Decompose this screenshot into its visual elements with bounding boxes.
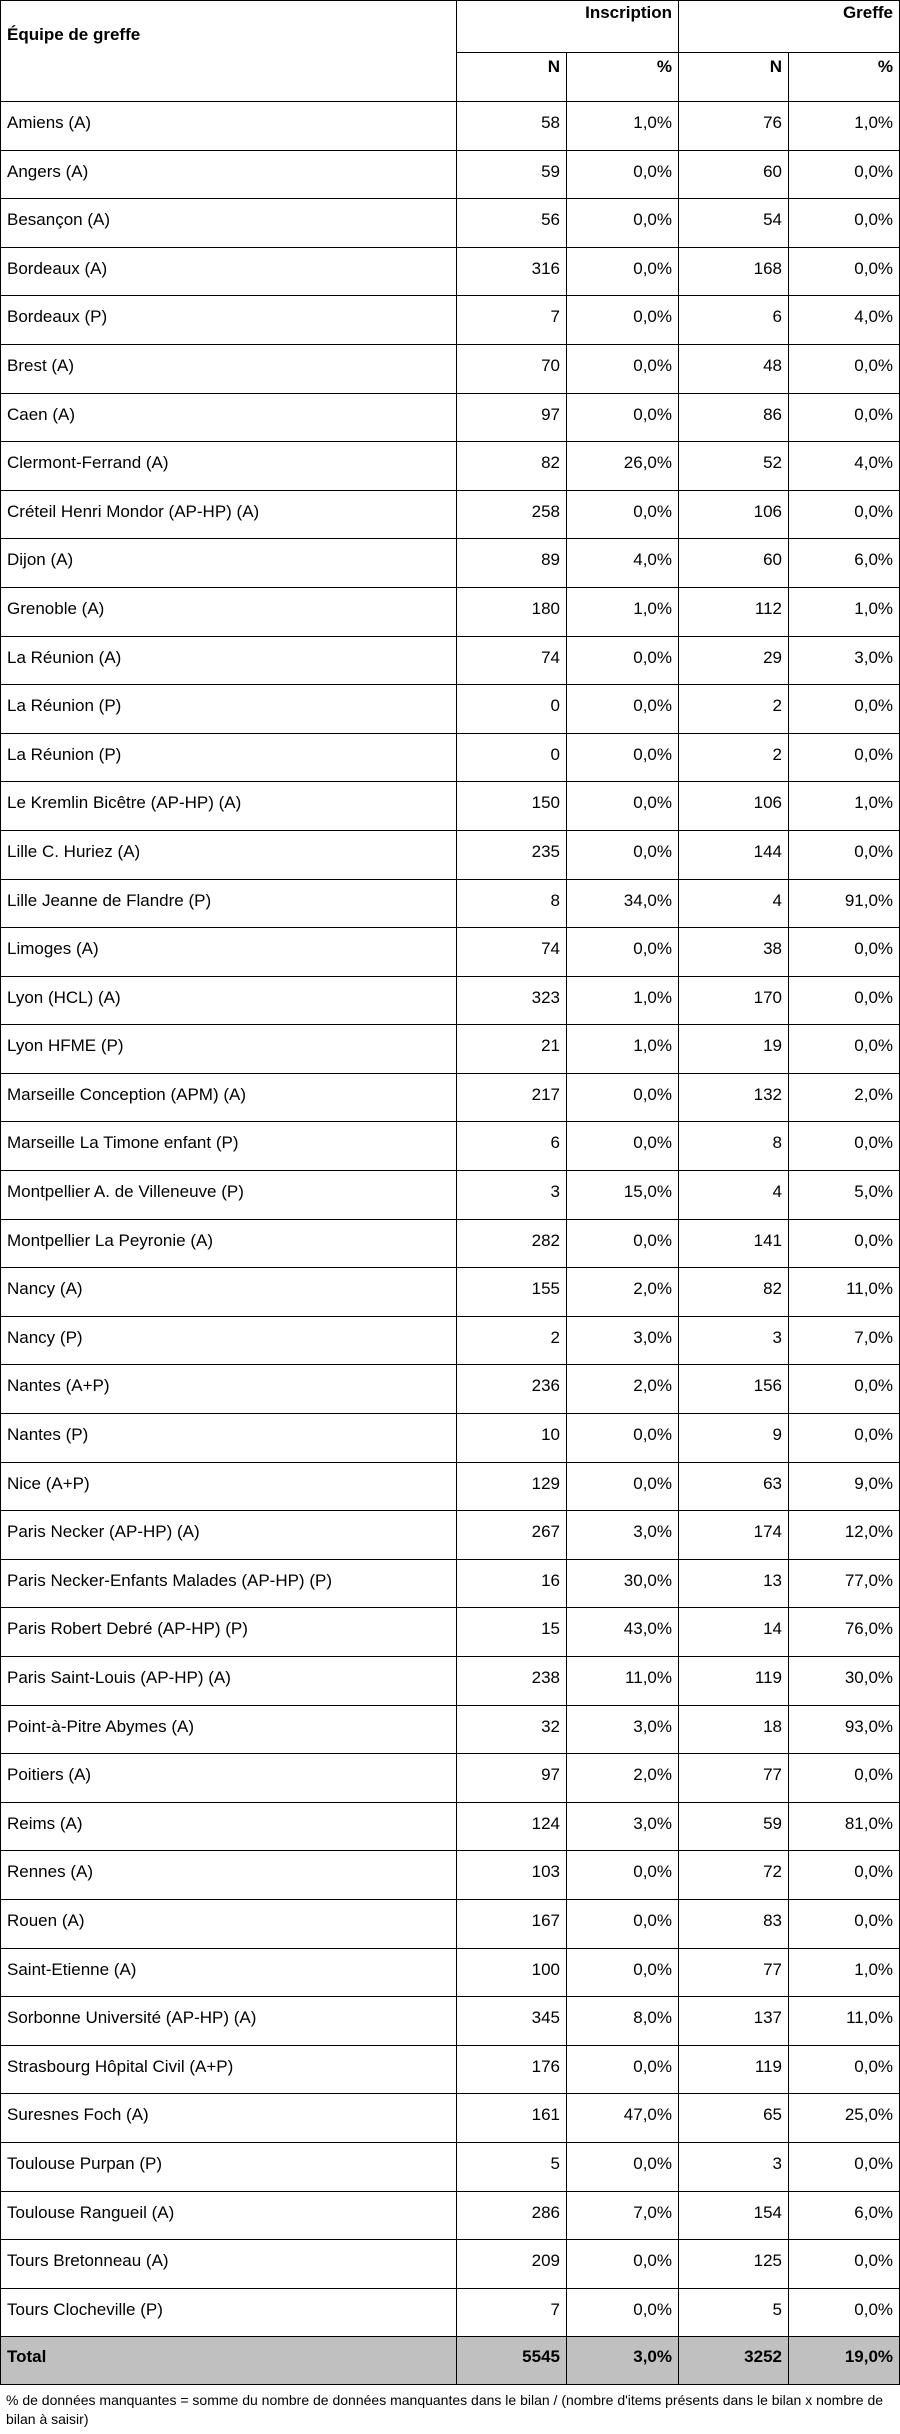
inscription-n: 345 [457,1997,567,2046]
inscription-n: 155 [457,1268,567,1317]
inscription-pct: 0,0% [567,2142,679,2191]
inscription-n: 258 [457,490,567,539]
table-row [1,1122,900,1171]
table-row [1,2142,900,2191]
greffe-n: 154 [679,2191,789,2240]
greffe-pct: 25,0% [789,2094,900,2143]
header-greffe-pct: % [789,53,900,102]
table-row [1,976,900,1025]
greffe-pct: 0,0% [789,1365,900,1414]
inscription-pct: 0,0% [567,1851,679,1900]
inscription-n: 323 [457,976,567,1025]
table-row [1,587,900,636]
team-name: Amiens (A) [1,102,457,151]
team-name: Marseille La Timone enfant (P) [1,1122,457,1171]
inscription-n: 217 [457,1073,567,1122]
greffe-n: 3 [679,2142,789,2191]
greffe-n: 2 [679,733,789,782]
team-name: Lille C. Huriez (A) [1,830,457,879]
inscription-pct: 7,0% [567,2191,679,2240]
table-row [1,1754,900,1803]
inscription-pct: 0,0% [567,1948,679,1997]
table-row [1,733,900,782]
inscription-pct: 0,0% [567,1462,679,1511]
table-row [1,296,900,345]
table-row [1,199,900,248]
inscription-n: 15 [457,1608,567,1657]
inscription-n: 0 [457,733,567,782]
greffe-pct: 0,0% [789,1219,900,1268]
inscription-n: 238 [457,1657,567,1706]
greffe-pct: 0,0% [789,830,900,879]
table-row [1,879,900,928]
greffe-n: 82 [679,1268,789,1317]
greffe-n: 168 [679,247,789,296]
team-name: Tours Clocheville (P) [1,2288,457,2337]
table-row [1,1511,900,1560]
greffe-pct: 91,0% [789,879,900,928]
table-row [1,490,900,539]
total-row [1,2337,900,2385]
greffe-n: 59 [679,1802,789,1851]
greffe-n: 112 [679,587,789,636]
inscription-n: 176 [457,2045,567,2094]
greffe-n: 63 [679,1462,789,1511]
greffe-pct: 0,0% [789,1122,900,1171]
greffe-n: 106 [679,490,789,539]
inscription-pct: 0,0% [567,199,679,248]
table-row [1,393,900,442]
team-name: Rouen (A) [1,1899,457,1948]
greffe-pct: 3,0% [789,636,900,685]
table-row [1,1802,900,1851]
table-row [1,636,900,685]
greffe-n: 14 [679,1608,789,1657]
team-name: Besançon (A) [1,199,457,248]
greffe-pct: 4,0% [789,442,900,491]
greffe-n: 8 [679,1122,789,1171]
inscription-n: 5 [457,2142,567,2191]
greffe-pct: 0,0% [789,1414,900,1463]
greffe-pct: 11,0% [789,1997,900,2046]
inscription-pct: 2,0% [567,1365,679,1414]
header-greffe: Greffe [679,1,900,53]
inscription-pct: 43,0% [567,1608,679,1657]
inscription-pct: 0,0% [567,2240,679,2289]
table-row [1,1073,900,1122]
greffe-pct: 0,0% [789,344,900,393]
greffe-n: 119 [679,2045,789,2094]
inscription-pct: 2,0% [567,1268,679,1317]
team-name: Tours Bretonneau (A) [1,2240,457,2289]
team-name: Suresnes Foch (A) [1,2094,457,2143]
team-name: Montpellier La Peyronie (A) [1,1219,457,1268]
inscription-n: 32 [457,1705,567,1754]
table-row [1,2094,900,2143]
team-name: Saint-Etienne (A) [1,1948,457,1997]
greffe-n: 144 [679,830,789,879]
greffe-n: 52 [679,442,789,491]
greffe-n: 3 [679,1316,789,1365]
inscription-n: 0 [457,685,567,734]
greffe-n: 83 [679,1899,789,1948]
inscription-n: 2 [457,1316,567,1365]
greffe-n: 137 [679,1997,789,2046]
greffe-pct: 12,0% [789,1511,900,1560]
greffe-pct: 93,0% [789,1705,900,1754]
table-row [1,1657,900,1706]
inscription-pct: 0,0% [567,830,679,879]
inscription-n: 21 [457,1025,567,1074]
greffe-n: 4 [679,879,789,928]
inscription-pct: 11,0% [567,1657,679,1706]
team-name: Paris Necker-Enfants Malades (AP-HP) (P) [1,1559,457,1608]
inscription-n: 3 [457,1171,567,1220]
greffe-n: 4 [679,1171,789,1220]
greffe-pct: 0,0% [789,247,900,296]
table-row [1,1171,900,1220]
greffe-n: 170 [679,976,789,1025]
inscription-pct: 0,0% [567,490,679,539]
greffe-n: 60 [679,539,789,588]
table-row [1,2288,900,2337]
inscription-pct: 15,0% [567,1171,679,1220]
inscription-n: 180 [457,587,567,636]
greffe-n: 125 [679,2240,789,2289]
team-name: Marseille Conception (APM) (A) [1,1073,457,1122]
inscription-pct: 1,0% [567,976,679,1025]
greffe-n: 106 [679,782,789,831]
team-name: Nantes (A+P) [1,1365,457,1414]
inscription-n: 129 [457,1462,567,1511]
team-name: Caen (A) [1,393,457,442]
table-row [1,1414,900,1463]
greffe-pct: 9,0% [789,1462,900,1511]
team-name: La Réunion (P) [1,685,457,734]
greffe-pct: 11,0% [789,1268,900,1317]
table-row [1,1948,900,1997]
greffe-pct: 2,0% [789,1073,900,1122]
greffe-pct: 0,0% [789,1025,900,1074]
greffe-pct: 0,0% [789,733,900,782]
table-row [1,2191,900,2240]
inscription-n: 282 [457,1219,567,1268]
table-row [1,1219,900,1268]
team-name: Le Kremlin Bicêtre (AP-HP) (A) [1,782,457,831]
table-row [1,2045,900,2094]
table-row [1,344,900,393]
inscription-pct: 0,0% [567,636,679,685]
greffe-pct: 4,0% [789,296,900,345]
table-row [1,442,900,491]
greffe-n: 86 [679,393,789,442]
table-row [1,1851,900,1900]
team-name: Limoges (A) [1,928,457,977]
greffe-n: 77 [679,1948,789,1997]
table-row [1,102,900,151]
inscription-pct: 0,0% [567,928,679,977]
total-greffe-pct: 19,0% [789,2337,900,2385]
inscription-n: 124 [457,1802,567,1851]
table-row [1,1705,900,1754]
greffe-pct: 1,0% [789,587,900,636]
table-row [1,1365,900,1414]
inscription-pct: 0,0% [567,296,679,345]
table-row [1,150,900,199]
inscription-n: 316 [457,247,567,296]
inscription-pct: 34,0% [567,879,679,928]
table-row [1,2240,900,2289]
inscription-pct: 0,0% [567,344,679,393]
inscription-n: 74 [457,928,567,977]
table-row [1,539,900,588]
team-name: Montpellier A. de Villeneuve (P) [1,1171,457,1220]
greffe-n: 6 [679,296,789,345]
inscription-pct: 26,0% [567,442,679,491]
greffe-pct: 1,0% [789,782,900,831]
inscription-pct: 0,0% [567,2288,679,2337]
total-label: Total [1,2337,457,2385]
greffe-pct: 1,0% [789,102,900,151]
inscription-n: 150 [457,782,567,831]
inscription-n: 58 [457,102,567,151]
inscription-pct: 0,0% [567,1073,679,1122]
greffe-n: 54 [679,199,789,248]
team-name: Brest (A) [1,344,457,393]
greffe-n: 29 [679,636,789,685]
team-name: Nancy (P) [1,1316,457,1365]
inscription-n: 89 [457,539,567,588]
inscription-n: 97 [457,393,567,442]
greffe-pct: 0,0% [789,150,900,199]
table-row [1,830,900,879]
greffe-pct: 0,0% [789,490,900,539]
inscription-pct: 0,0% [567,150,679,199]
team-name: Créteil Henri Mondor (AP-HP) (A) [1,490,457,539]
greffe-pct: 0,0% [789,1754,900,1803]
inscription-pct: 1,0% [567,1025,679,1074]
inscription-n: 267 [457,1511,567,1560]
greffe-n: 2 [679,685,789,734]
table-row [1,1462,900,1511]
team-name: La Réunion (A) [1,636,457,685]
greffe-pct: 5,0% [789,1171,900,1220]
inscription-pct: 4,0% [567,539,679,588]
inscription-pct: 2,0% [567,1754,679,1803]
team-name: Toulouse Purpan (P) [1,2142,457,2191]
team-name: Paris Necker (AP-HP) (A) [1,1511,457,1560]
inscription-n: 161 [457,2094,567,2143]
greffe-n: 132 [679,1073,789,1122]
inscription-n: 7 [457,296,567,345]
greffe-pct: 7,0% [789,1316,900,1365]
greffe-n: 141 [679,1219,789,1268]
inscription-n: 7 [457,2288,567,2337]
team-name: Angers (A) [1,150,457,199]
team-name: Nantes (P) [1,1414,457,1463]
greffe-pct: 77,0% [789,1559,900,1608]
table-row [1,1608,900,1657]
inscription-pct: 3,0% [567,1511,679,1560]
inscription-pct: 1,0% [567,587,679,636]
greffe-n: 48 [679,344,789,393]
table-row [1,1559,900,1608]
inscription-pct: 3,0% [567,1802,679,1851]
greffe-n: 72 [679,1851,789,1900]
inscription-pct: 0,0% [567,685,679,734]
inscription-n: 97 [457,1754,567,1803]
inscription-n: 56 [457,199,567,248]
greffe-pct: 6,0% [789,539,900,588]
table-row [1,685,900,734]
team-name: Bordeaux (P) [1,296,457,345]
inscription-n: 6 [457,1122,567,1171]
header-inscription: Inscription [457,1,679,53]
greffe-pct: 0,0% [789,2240,900,2289]
inscription-n: 236 [457,1365,567,1414]
table-row [1,1316,900,1365]
table-row [1,1899,900,1948]
inscription-pct: 0,0% [567,1122,679,1171]
inscription-n: 10 [457,1414,567,1463]
inscription-n: 167 [457,1899,567,1948]
team-name: Sorbonne Université (AP-HP) (A) [1,1997,457,2046]
team-name: Poitiers (A) [1,1754,457,1803]
inscription-pct: 0,0% [567,1414,679,1463]
greffe-n: 156 [679,1365,789,1414]
team-name: Strasbourg Hôpital Civil (A+P) [1,2045,457,2094]
inscription-n: 235 [457,830,567,879]
team-name: Paris Saint-Louis (AP-HP) (A) [1,1657,457,1706]
greffe-pct: 6,0% [789,2191,900,2240]
greffe-n: 18 [679,1705,789,1754]
table-footer [1,2337,900,2385]
inscription-n: 8 [457,879,567,928]
inscription-pct: 0,0% [567,393,679,442]
greffe-pct: 0,0% [789,928,900,977]
greffe-pct: 0,0% [789,393,900,442]
inscription-n: 100 [457,1948,567,1997]
greffe-n: 76 [679,102,789,151]
table-row [1,782,900,831]
inscription-pct: 3,0% [567,1316,679,1365]
greffe-n: 174 [679,1511,789,1560]
team-name: Clermont-Ferrand (A) [1,442,457,491]
greffe-n: 65 [679,2094,789,2143]
greffe-pct: 0,0% [789,2288,900,2337]
greffe-pct: 81,0% [789,1802,900,1851]
inscription-pct: 0,0% [567,733,679,782]
inscription-pct: 0,0% [567,2045,679,2094]
greffe-pct: 0,0% [789,685,900,734]
team-name: Rennes (A) [1,1851,457,1900]
table-row [1,247,900,296]
team-name: Bordeaux (A) [1,247,457,296]
total-inscription-pct: 3,0% [567,2337,679,2385]
greffe-n: 60 [679,150,789,199]
header-inscription-pct: % [567,53,679,102]
inscription-n: 286 [457,2191,567,2240]
team-name: Point-à-Pitre Abymes (A) [1,1705,457,1754]
inscription-n: 74 [457,636,567,685]
total-inscription-n: 5545 [457,2337,567,2385]
team-name: Grenoble (A) [1,587,457,636]
greffe-n: 5 [679,2288,789,2337]
table-row [1,1997,900,2046]
table-row [1,1025,900,1074]
greffe-pct: 0,0% [789,2045,900,2094]
team-name: Lyon HFME (P) [1,1025,457,1074]
team-name: Nice (A+P) [1,1462,457,1511]
header-greffe-n: N [679,53,789,102]
inscription-pct: 3,0% [567,1705,679,1754]
greffe-pct: 0,0% [789,1851,900,1900]
team-name: Lyon (HCL) (A) [1,976,457,1025]
inscription-n: 59 [457,150,567,199]
inscription-pct: 8,0% [567,1997,679,2046]
total-greffe-n: 3252 [679,2337,789,2385]
inscription-n: 16 [457,1559,567,1608]
greffe-n: 9 [679,1414,789,1463]
greffe-pct: 76,0% [789,1608,900,1657]
inscription-n: 209 [457,2240,567,2289]
greffe-pct: 30,0% [789,1657,900,1706]
table-header [1,1,900,102]
greffe-n: 19 [679,1025,789,1074]
table-row [1,928,900,977]
inscription-pct: 0,0% [567,782,679,831]
inscription-pct: 30,0% [567,1559,679,1608]
greffe-n: 13 [679,1559,789,1608]
inscription-pct: 47,0% [567,2094,679,2143]
inscription-pct: 0,0% [567,1899,679,1948]
inscription-pct: 1,0% [567,102,679,151]
greffe-n: 38 [679,928,789,977]
team-name: Dijon (A) [1,539,457,588]
header-inscription-n: N [457,53,567,102]
greffe-n: 77 [679,1754,789,1803]
team-name: Reims (A) [1,1802,457,1851]
greffe-pct: 1,0% [789,1948,900,1997]
greffe-pct: 0,0% [789,976,900,1025]
header-team: Équipe de greffe [1,1,457,102]
inscription-n: 82 [457,442,567,491]
table-row [1,1268,900,1317]
footnote: % de données manquantes = somme du nombre de données manquantes dans le bilan / (nombre d'items présents dans le bilan x nombre de bilan à saisir) [6,2392,884,2428]
greffe-pct: 0,0% [789,1899,900,1948]
inscription-n: 70 [457,344,567,393]
team-name: Paris Robert Debré (AP-HP) (P) [1,1608,457,1657]
team-name: La Réunion (P) [1,733,457,782]
team-name: Toulouse Rangueil (A) [1,2191,457,2240]
team-name: Nancy (A) [1,1268,457,1317]
inscription-pct: 0,0% [567,1219,679,1268]
table-body [1,102,900,2337]
greffe-pct: 0,0% [789,2142,900,2191]
inscription-pct: 0,0% [567,247,679,296]
greffe-pct: 0,0% [789,199,900,248]
team-name: Lille Jeanne de Flandre (P) [1,879,457,928]
inscription-n: 103 [457,1851,567,1900]
greffe-n: 119 [679,1657,789,1706]
